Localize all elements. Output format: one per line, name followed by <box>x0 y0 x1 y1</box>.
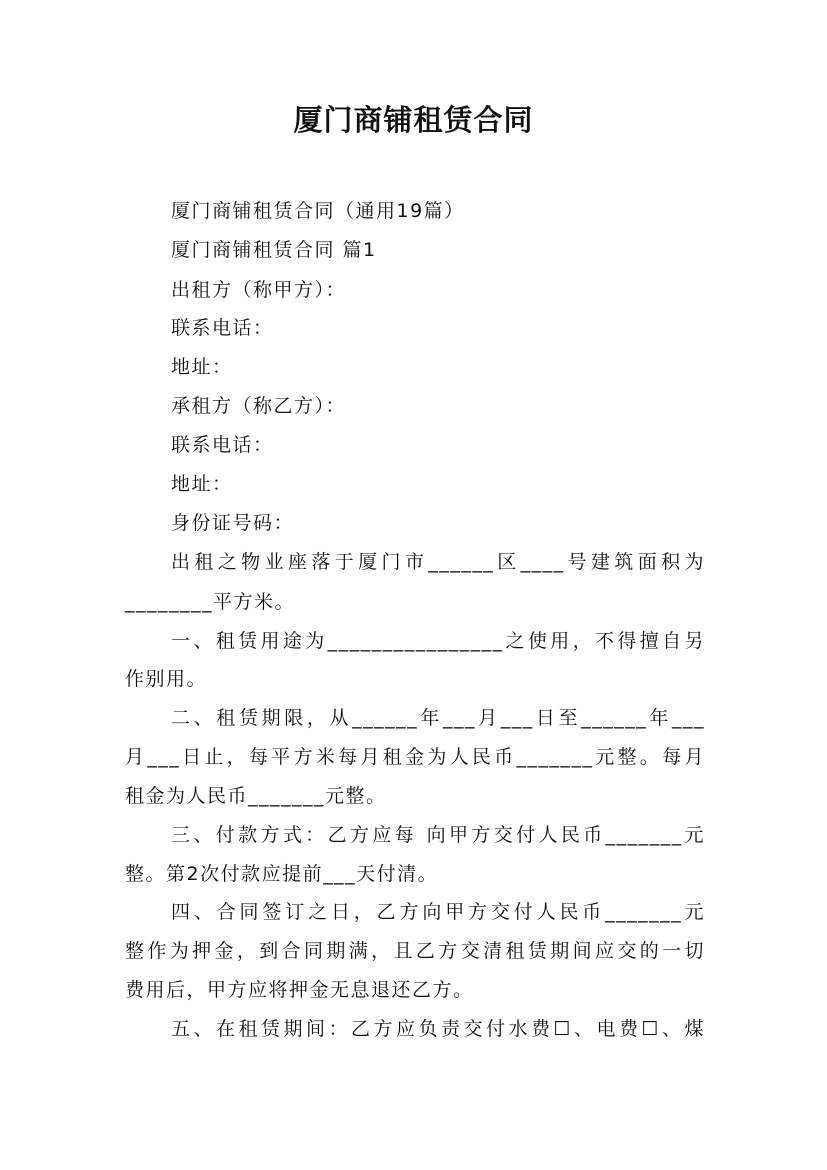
lessee-label: 承租方（称乙方）： <box>171 395 347 417</box>
document-title: 厦门商铺租赁合同 <box>293 103 534 137</box>
clause-3-cont: 整。第2次付款应提前___天付清。 <box>125 863 439 885</box>
lessor-address-label: 地址： <box>171 356 233 378</box>
id-number-label: 身份证号码： <box>171 512 295 534</box>
clause-4-cont-2: 费用后，甲方应将押金无息退还乙方。 <box>125 979 474 1001</box>
clause-2-cont-1: 月___日止，每平方米每月租金为人民币_______元整。每月 <box>125 746 705 768</box>
property-location-line: 出租之物业座落于厦门市______区____号建筑面积为 <box>171 551 705 573</box>
lessee-address-label: 地址： <box>171 473 233 495</box>
property-area-line: ________平方米。 <box>125 591 296 613</box>
clause-3-line: 三、付款方式：乙方应每 向甲方交付人民币_______元 <box>171 824 705 846</box>
lessor-phone-label: 联系电话： <box>171 317 274 339</box>
section-heading: 厦门商铺租赁合同 篇1 <box>171 239 377 261</box>
clause-1-line: 一、租赁用途为________________之使用，不得擅自另 <box>171 630 705 652</box>
clause-4-line: 四、合同签订之日，乙方向甲方交付人民币_______元 <box>171 901 705 923</box>
clause-2-line: 二、租赁期限，从______年___月___日至______年___ <box>171 707 705 729</box>
clause-2-cont-2: 租金为人民币_______元整。 <box>125 785 387 807</box>
clause-4-cont-1: 整作为押金，到合同期满，且乙方交清租赁期间应交的一切 <box>125 940 705 962</box>
lessor-label: 出租方（称甲方）： <box>171 279 347 301</box>
clause-5-line: 五、在租赁期间：乙方应负责交付水费☐、电费☐、煤 <box>171 1018 705 1040</box>
lessee-phone-label: 联系电话： <box>171 434 274 456</box>
clause-1-cont: 作别用。 <box>125 668 208 690</box>
subtitle-line: 厦门商铺租赁合同（通用19篇） <box>171 200 465 222</box>
